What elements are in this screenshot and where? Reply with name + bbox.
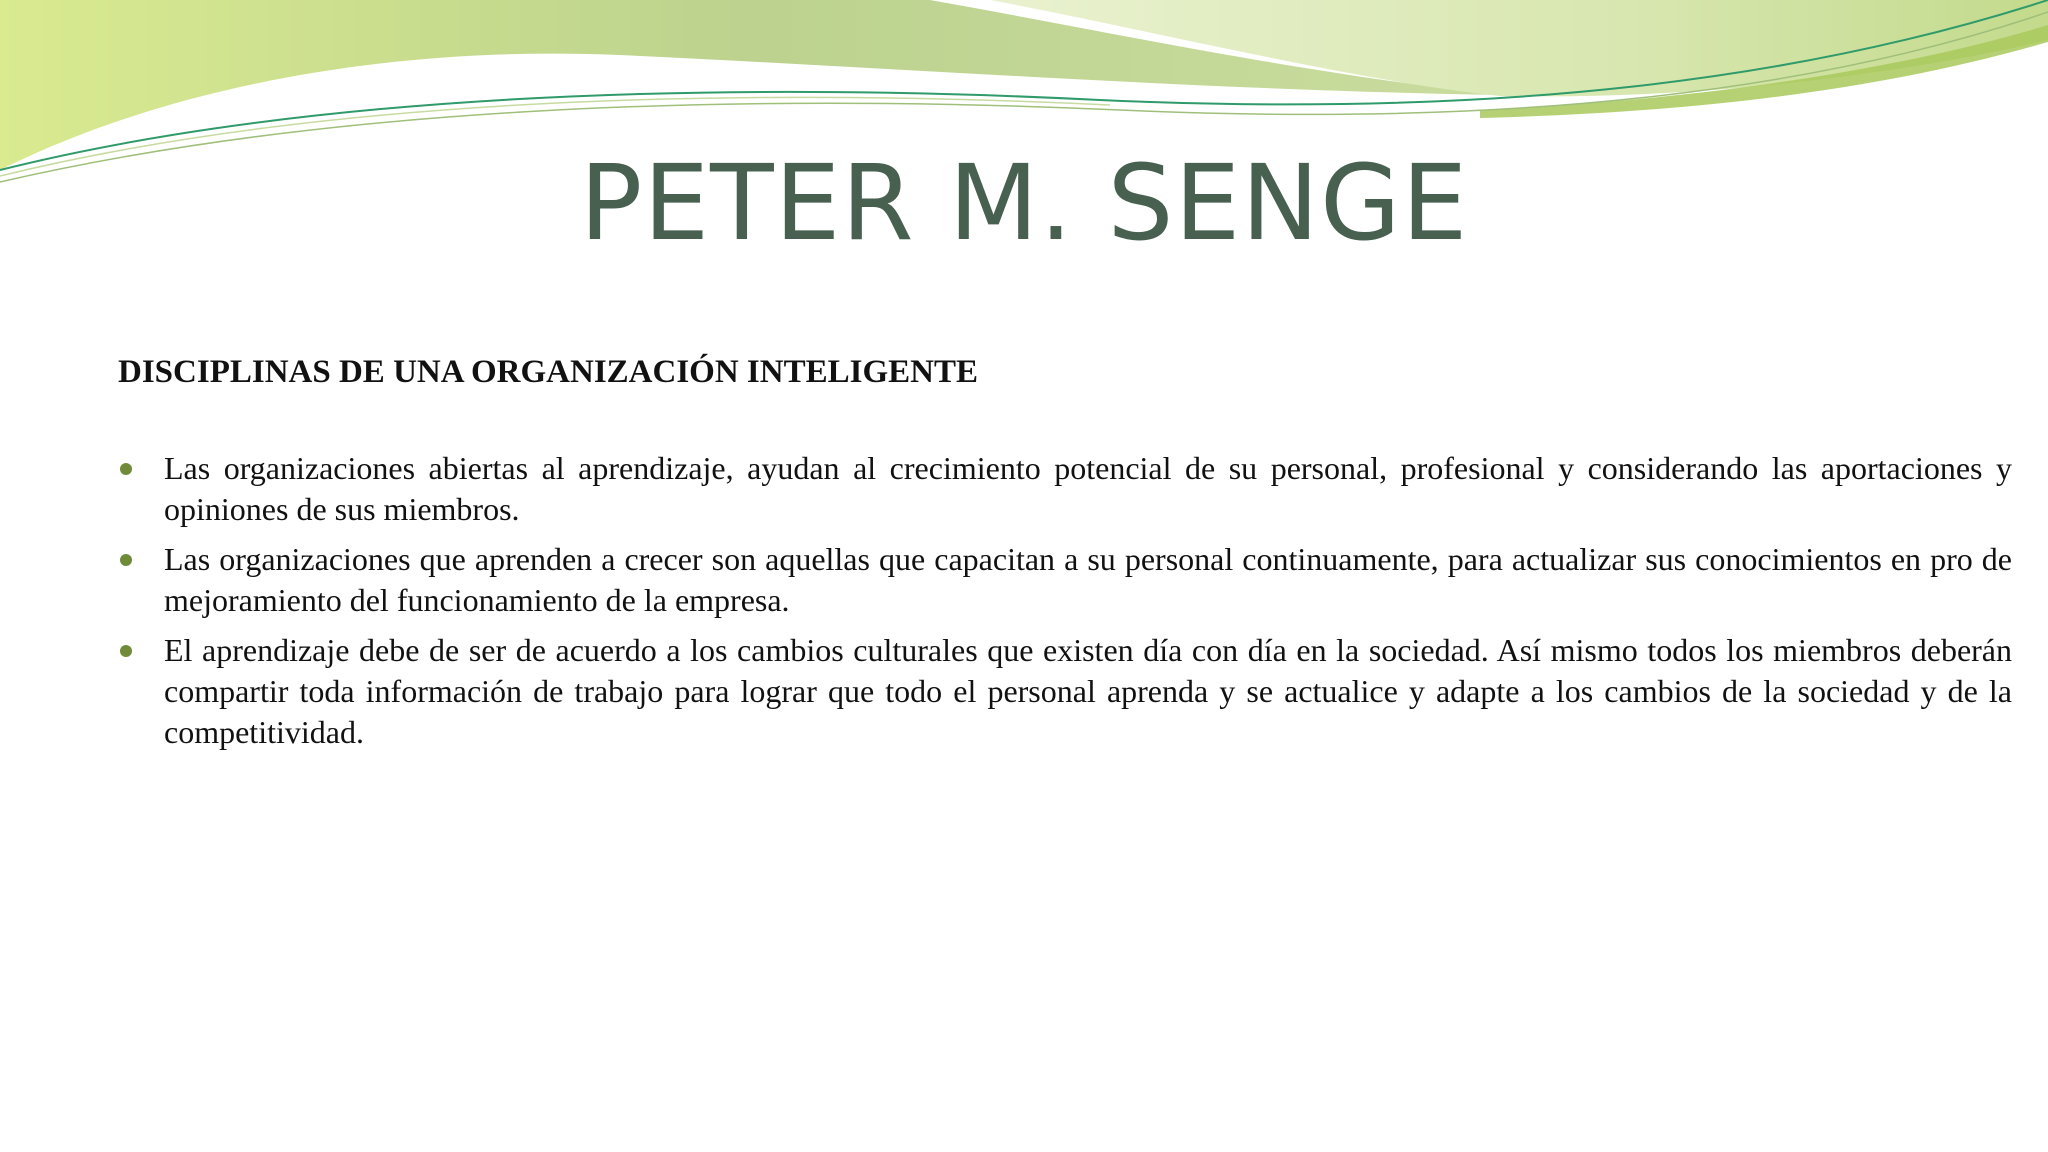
bullet-dot-icon	[120, 463, 132, 475]
bullet-text: El aprendizaje debe de ser de acuerdo a los cambios culturales que existen día con día en la sociedad. Así mismo todos los miembros deberán compartir toda información de trabajo para lograr que todo el personal aprenda y se actualice y adapte a los cambios de la sociedad y de la competitividad.	[164, 632, 2012, 750]
bullet-dot-icon	[120, 645, 132, 657]
bullet-item	[118, 448, 2012, 530]
bullet-item	[118, 539, 2012, 621]
bullet-dot-icon	[120, 554, 132, 566]
slide-subtitle: DISCIPLINAS DE UNA ORGANIZACIÓN INTELIGENTE	[118, 354, 979, 390]
bullet-text: Las organizaciones abiertas al aprendizaje, ayudan al crecimiento potencial de su personal, profesional y considerando las aportaciones y opiniones de sus miembros.	[164, 450, 2012, 527]
bullet-text: Las organizaciones que aprenden a crecer son aquellas que capacitan a su personal continuamente, para actualizar sus conocimientos en pro de mejoramiento del funcionamiento de la empresa.	[164, 541, 2012, 618]
bullet-item	[118, 630, 2012, 753]
slide-title: PETER M. SENGE	[579, 142, 1469, 264]
bullet-list	[118, 448, 2012, 762]
